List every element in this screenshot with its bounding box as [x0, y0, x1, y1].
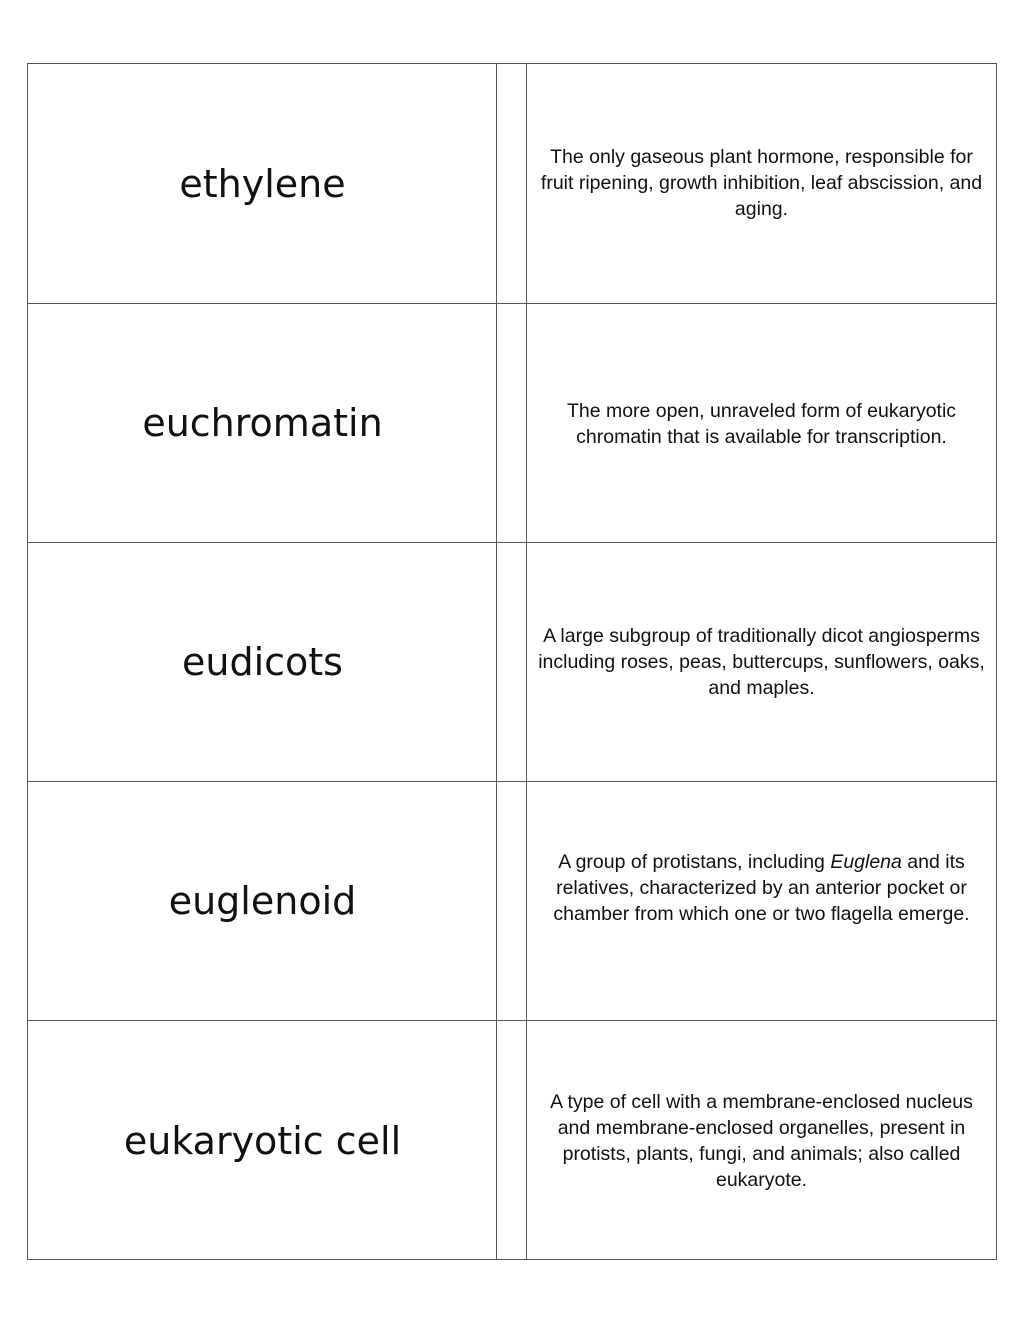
definition-cell	[527, 64, 996, 303]
term-text: euglenoid	[168, 879, 357, 923]
flashcard-row	[28, 303, 996, 542]
gutter-cell	[497, 304, 527, 542]
gutter-cell	[497, 1021, 527, 1259]
definition-text-end: and its relatives, characterized by an anterior pocket or chamber from which one or two flagella emerge.	[553, 851, 970, 925]
term-text: euchromatin	[142, 401, 383, 445]
term-cell	[28, 304, 497, 542]
definition-text-start: A group of protistans, including	[558, 851, 831, 873]
term-cell	[28, 782, 497, 1020]
gutter-cell	[497, 543, 527, 781]
term-text: ethylene	[179, 162, 346, 206]
definition-cell	[527, 1021, 996, 1259]
term-cell	[28, 64, 497, 303]
flashcard-row	[28, 781, 996, 1020]
definition-text: The more open, unraveled form of eukaryotic chromatin that is available for transcription.	[566, 400, 957, 448]
definition-cell	[527, 304, 996, 542]
gutter-cell	[497, 64, 527, 303]
term-text: eudicots	[182, 640, 343, 684]
definition-text: A type of cell with a membrane-enclosed nucleus and membrane-enclosed organelles, present in protists, plants, fungi, and animals; also called eukaryote.	[550, 1091, 973, 1191]
term-cell	[28, 543, 497, 781]
definition-cell	[527, 543, 996, 781]
definition-text	[533, 849, 990, 927]
term-cell	[28, 1021, 497, 1259]
flashcard-row	[28, 64, 996, 303]
gutter-cell	[497, 782, 527, 1020]
definition-italic-genus: Euglena	[830, 851, 902, 873]
flashcard-row	[28, 542, 996, 781]
definition-text: The only gaseous plant hormone, responsible for fruit ripening, growth inhibition, leaf abscission, and aging.	[540, 146, 983, 220]
definition-cell	[527, 782, 996, 1020]
definition-text: A large subgroup of traditionally dicot angiosperms including roses, peas, buttercups, sunflowers, oaks, and maples.	[538, 625, 985, 699]
flashcard-sheet	[27, 63, 997, 1260]
term-text: eukaryotic cell	[123, 1119, 402, 1163]
flashcard-row	[28, 1020, 996, 1259]
